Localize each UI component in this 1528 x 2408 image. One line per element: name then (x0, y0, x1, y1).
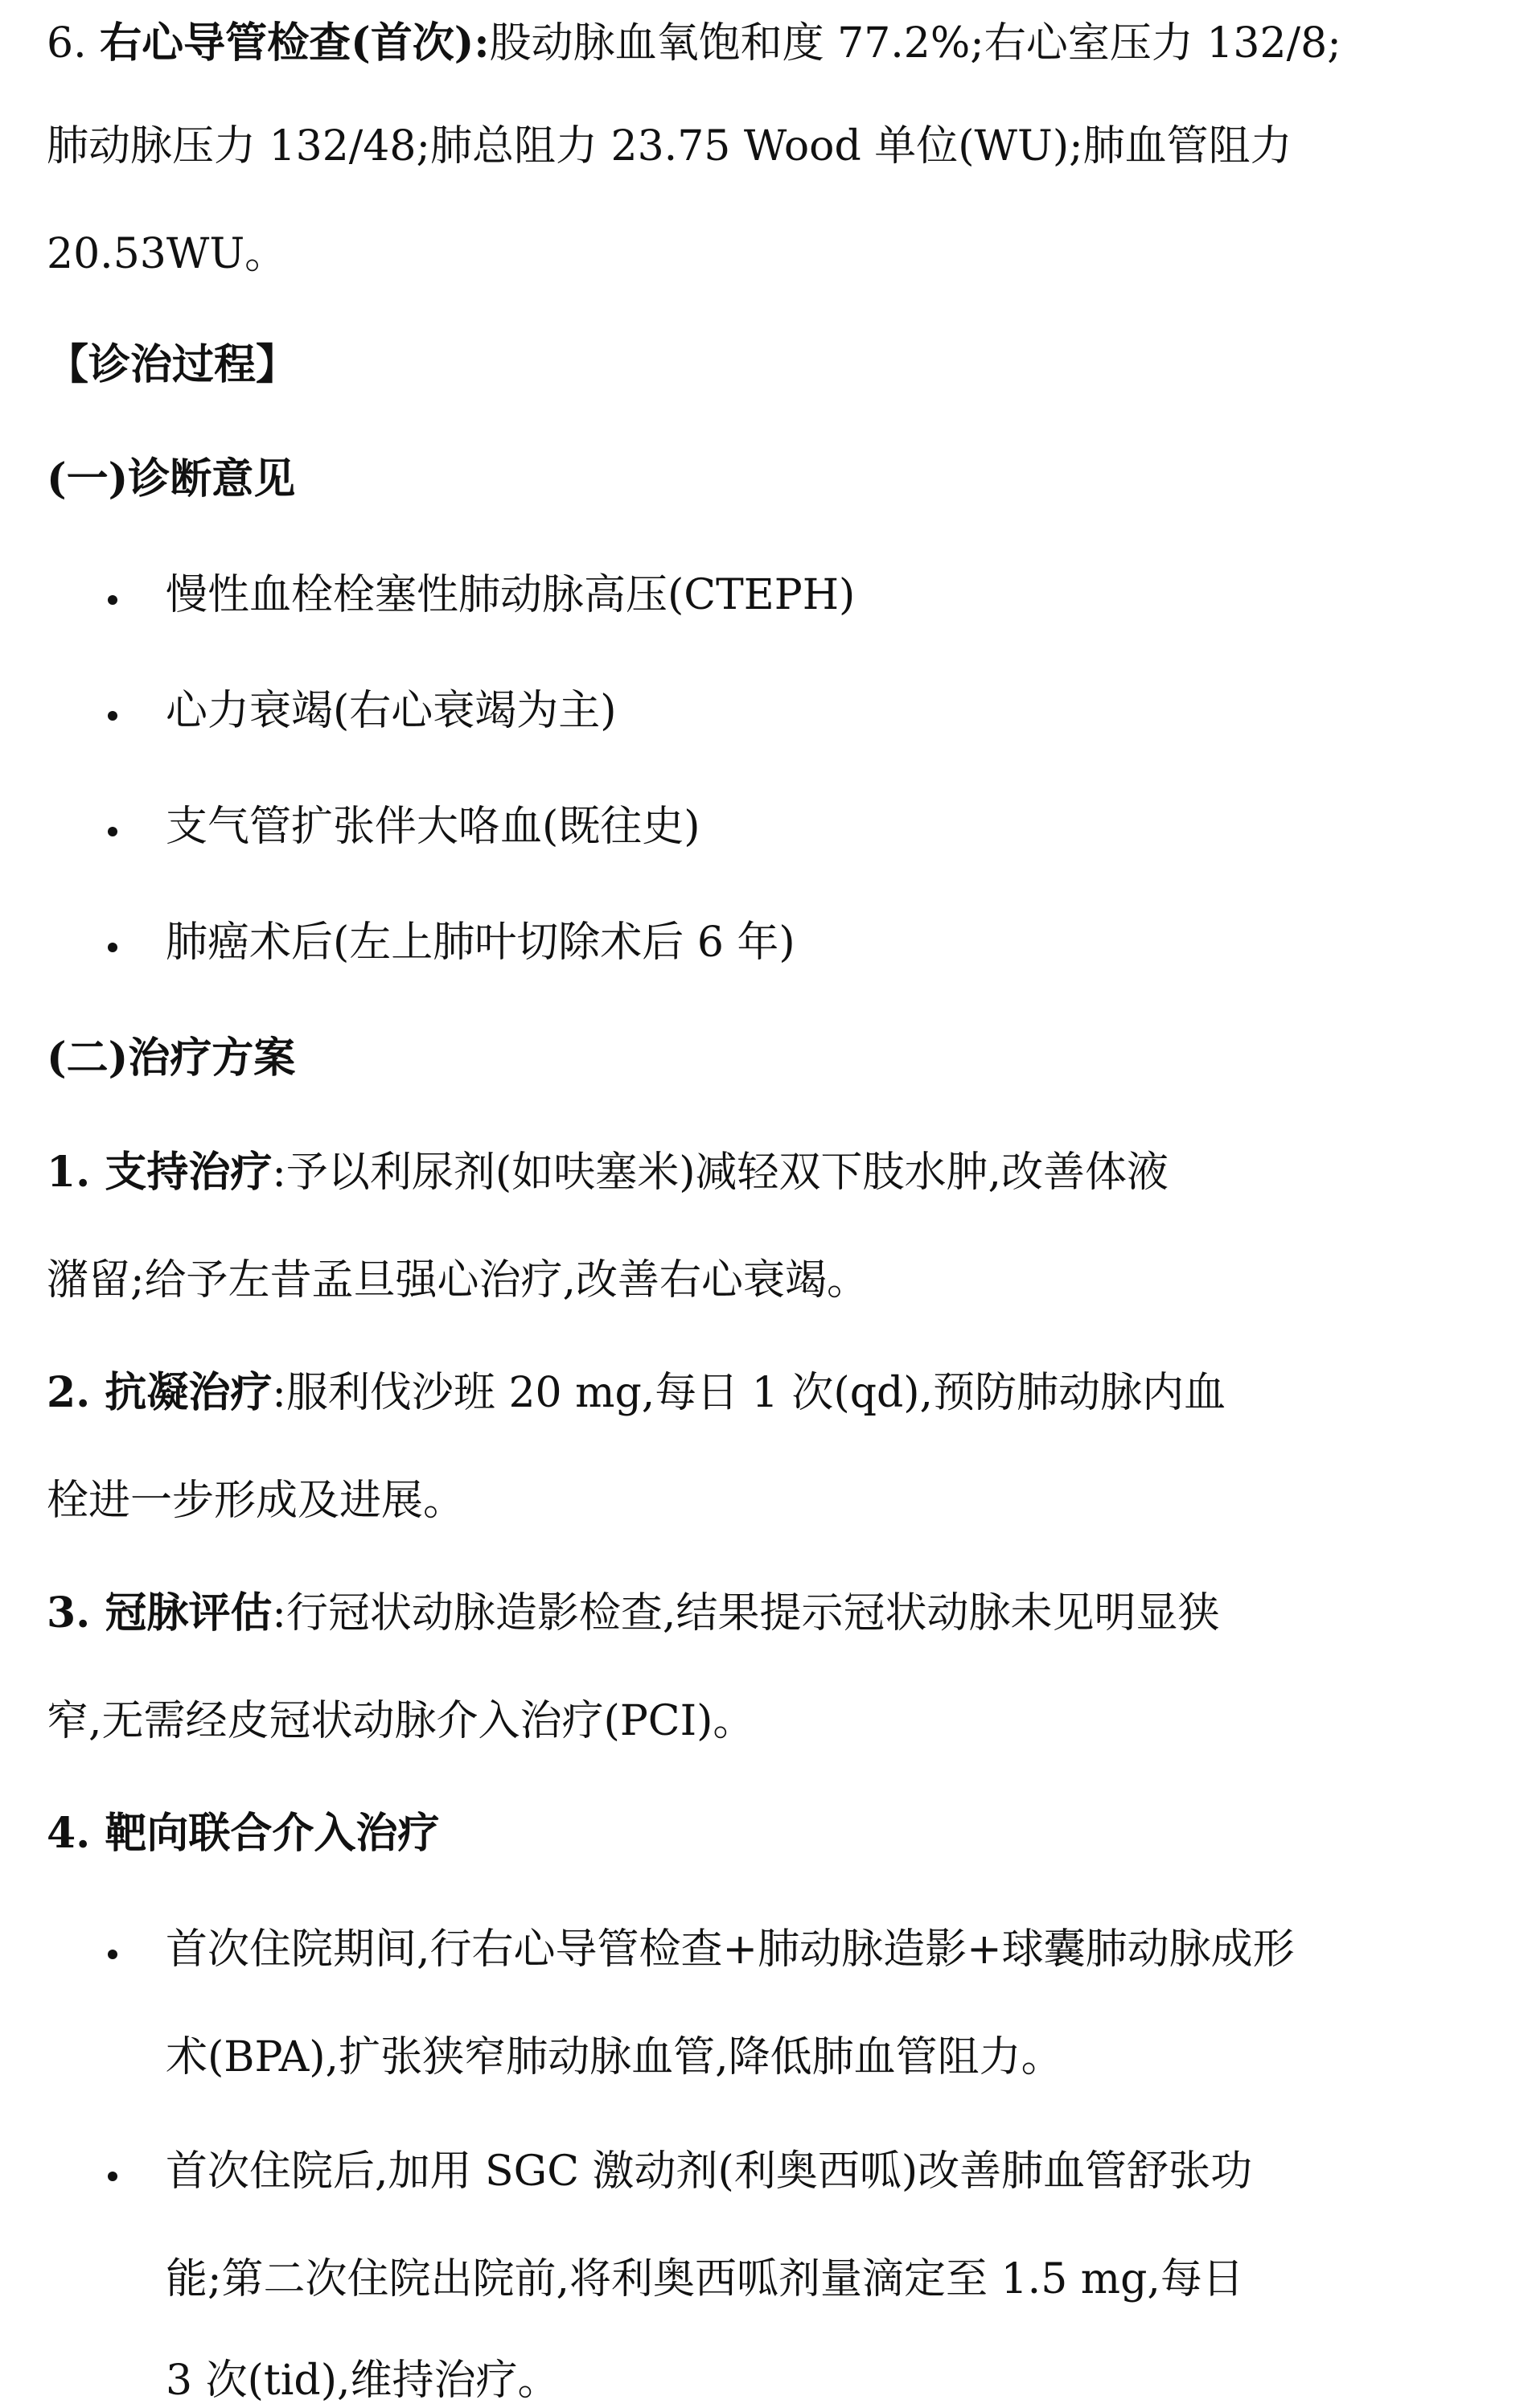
treatment-item-2-text: :服利伐沙班 20 mg,每日 1 次(qd),预防肺动脉内血 (272, 1369, 1226, 1417)
bullet-icon (108, 2172, 117, 2181)
process-heading: 【诊治过程】 (47, 340, 298, 389)
bullet-icon (108, 711, 117, 721)
treatment-item-3-text: :行冠状动脉造影检查,结果提示冠状动脉未见明显狭 (272, 1589, 1220, 1638)
treatment-item-4-label: 4. 靶向联合介入治疗 (47, 1809, 440, 1858)
exam6-line-1 (47, 18, 1341, 68)
exam6-title: 右心导管检查(首次) (100, 18, 474, 68)
diagnosis-item: 心力衰竭(右心衰竭为主) (166, 687, 617, 735)
exam6-colon: : (474, 18, 490, 68)
treatment-item-3-label: 3. 冠脉评估 (47, 1588, 273, 1638)
treatment-item-3-line-1 (47, 1588, 1220, 1638)
treatment-bullet-2-line-1: 首次住院后,加用 SGC 激动剂(利奥西呱)改善肺血管舒张功 (166, 2147, 1253, 2196)
treatment-item-1-text: :予以利尿剂(如呋塞米)减轻双下肢水肿,改善体液 (272, 1149, 1169, 1197)
treatment-bullet-1-line-1: 首次住院期间,行右心导管检查+肺动脉造影+球囊肺动脉成形 (166, 1925, 1295, 1974)
treatment-item-1-label: 1. 支持治疗 (47, 1148, 273, 1197)
bullet-icon (108, 595, 117, 605)
exam6-line-2: 肺动脉压力 132/48;肺总阻力 23.75 Wood 单位(WU);肺血管阻力 (47, 122, 1292, 171)
treatment-bullet-2-line-3: 3 次(tid),维持治疗。 (166, 2357, 560, 2405)
diagnosis-heading: (一)诊断意见 (47, 454, 296, 503)
treatment-item-1-line-1 (47, 1148, 1169, 1197)
treatment-item-2-label: 2. 抗凝治疗 (47, 1368, 273, 1417)
exam6-line1-text: 股动脉血氧饱和度 77.2%;右心室压力 132/8; (489, 19, 1341, 68)
diagnosis-item: 慢性血栓栓塞性肺动脉高压(CTEPH) (166, 571, 856, 619)
bullet-icon (108, 1950, 117, 1959)
exam6-number: 6. (47, 19, 87, 68)
exam6-line-3: 20.53WU。 (47, 230, 287, 278)
treatment-item-2-line-2: 栓进一步形成及进展。 (47, 1477, 466, 1525)
bullet-icon (108, 827, 117, 836)
treatment-heading: (二)治疗方案 (47, 1033, 296, 1083)
treatment-item-1-line-2: 潴留;给予左昔孟旦强心治疗,改善右心衰竭。 (47, 1256, 869, 1305)
treatment-item-2-line-1 (47, 1368, 1226, 1417)
treatment-bullet-1-line-2: 术(BPA),扩张狭窄肺动脉血管,降低肺血管阻力。 (166, 2033, 1063, 2081)
bullet-icon (108, 943, 117, 952)
diagnosis-item: 支气管扩张伴大咯血(既往史) (166, 803, 700, 851)
treatment-item-3-line-2: 窄,无需经皮冠状动脉介入治疗(PCI)。 (47, 1697, 755, 1745)
diagnosis-item: 肺癌术后(左上肺叶切除术后 6 年) (166, 918, 795, 967)
treatment-bullet-2-line-2: 能;第二次住院出院前,将利奥西呱剂量滴定至 1.5 mg,每日 (166, 2255, 1244, 2303)
